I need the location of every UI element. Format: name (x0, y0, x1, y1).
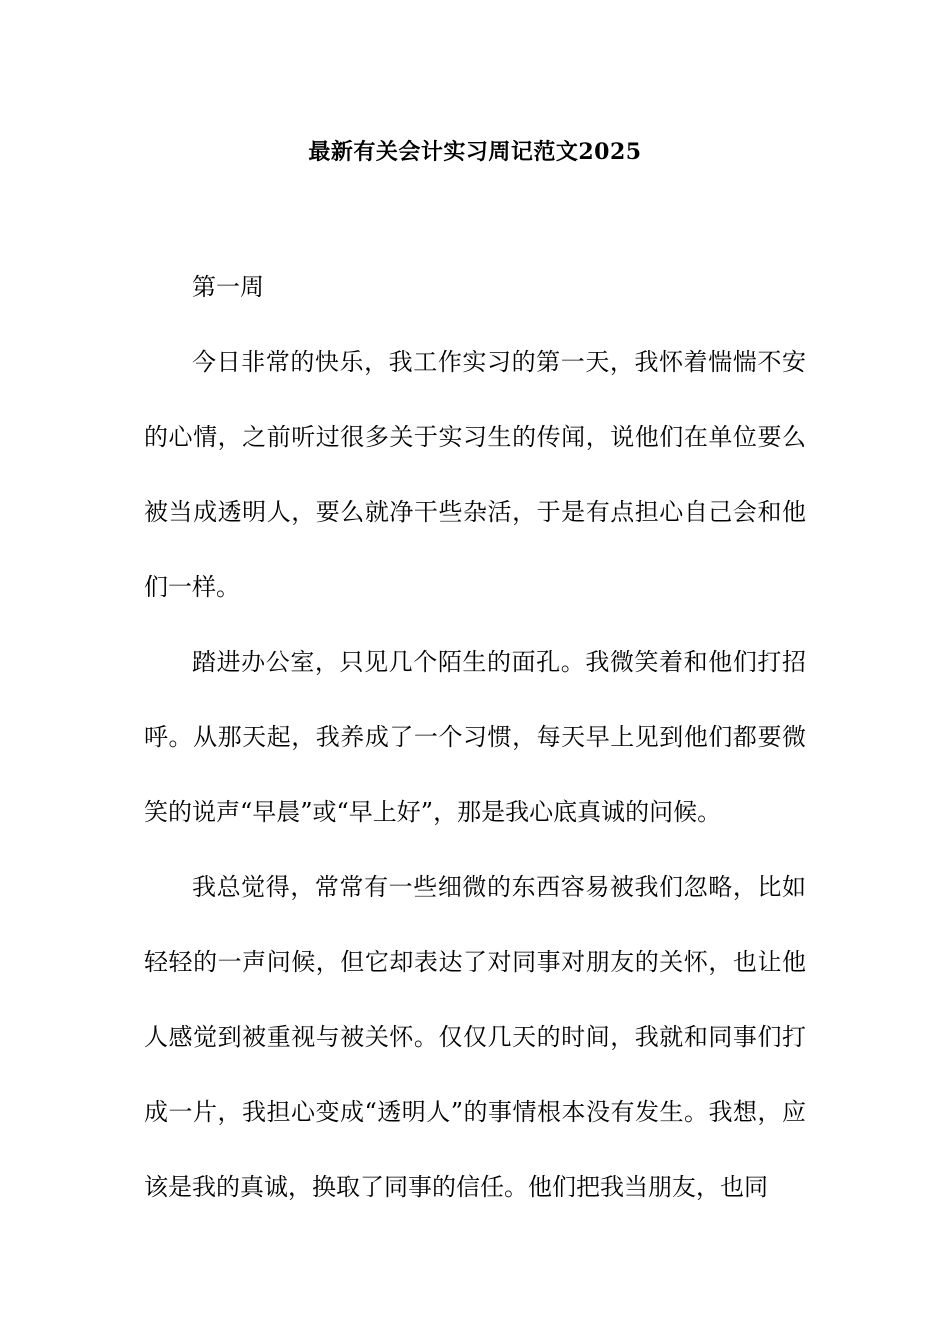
paragraph: 踏进办公室，只见几个陌生的面孔。我微笑着和他们打招呼。从那天起，我养成了一个习惯，每天早上见到他们都要微笑的说声“早晨”或“早上好”，那是我心底真诚的问候。 (144, 648, 806, 826)
paragraph: 我总觉得，常常有一些细微的东西容易被我们忽略，比如轻轻的一声问候，但它却表达了对同事对朋友的关怀，也让他人感觉到被重视与被关怀。仅仅几天的时间，我就和同事们打成一片，我担心变成“透明人”的事情根本没有发生。我想，应该是我的真诚，换取了同事的信任。他们把我当朋友，也同 (144, 873, 806, 1201)
section-heading: 第一周 (192, 273, 264, 301)
document-body (144, 250, 806, 1225)
document-title: 最新有关会计实习周记范文2025 (308, 139, 642, 165)
paragraph: 今日非常的快乐，我工作实习的第一天，我怀着惴惴不安的心情，之前听过很多关于实习生的传闻，说他们在单位要么被当成透明人，要么就净干些杂活，于是有点担心自己会和他们一样。 (144, 348, 806, 601)
